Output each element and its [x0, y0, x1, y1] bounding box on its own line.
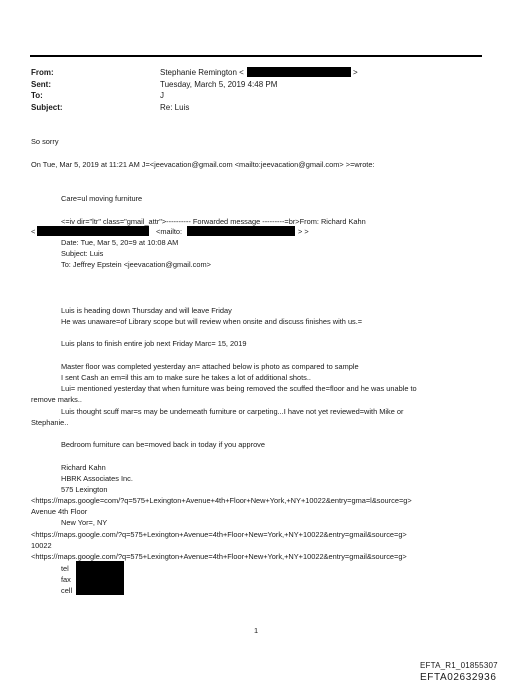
sig-addr1: 575 Lexington — [61, 485, 108, 494]
quote-intro: On Tue, Mar 5, 2019 at 11:21 AM J=<jeevacation@gmail.com <mailto:jeevacation@gmail.com> >=wrote: — [31, 160, 375, 169]
sig-city: New Yor=, NY — [61, 518, 108, 527]
from-value: Stephanie Remington < — [160, 68, 244, 77]
fax-label: fax — [61, 575, 71, 584]
to-value: J — [160, 91, 164, 100]
sig-zip: 10022 — [31, 541, 52, 550]
sent-label: Sent: — [31, 80, 51, 89]
map-link-2[interactable]: <https://maps.google.com/?q=575+Lexington+Avenue=4th+Floor+New=York,+NY+10022&entry=gmail&source=g> — [31, 530, 407, 539]
from-close: > — [353, 68, 358, 77]
sig-name: Richard Kahn — [61, 463, 106, 472]
para-4: Master floor was completed yesterday an= attached below is photo as compared to sample — [61, 362, 359, 371]
para-7a: Luis thought scuff mar=s may be underneath furniture or carpeting...I have not yet reviewed=with Mike or — [61, 407, 404, 416]
mailto-text: <mailto: — [156, 227, 183, 236]
to-label: To: — [31, 91, 43, 100]
redaction-box — [247, 67, 351, 77]
para-8: Bedroom furniture can be=moved back in today if you approve — [61, 440, 265, 449]
cell-label: cell — [61, 586, 73, 595]
close-text: > > — [298, 227, 309, 236]
sig-addr2: Avenue 4th Floor — [31, 507, 88, 516]
map-link-3[interactable]: <https://maps.google.com/?q=575+Lexington+Avenue=4th+Floor+New+York,+NY+10022&entry=gmail&source=g> — [31, 552, 407, 561]
map-link-1[interactable]: <https://maps.google=com/?q=575+Lexington+Avenue+4th+Floor+New+York,+NY+10022&entry=gma=l&source=g> — [31, 496, 412, 505]
redaction-box — [187, 226, 295, 236]
from-label: From: — [31, 68, 54, 77]
body-sorry: So sorry — [31, 137, 59, 146]
para-5: I sent Cash an em=il this am to make sure he takes a lot of additional shots.. — [61, 373, 311, 382]
careful-line: Care=ul moving furniture — [61, 194, 143, 203]
subject-value: Re: Luis — [160, 103, 190, 112]
bates-number-2: EFTA02632936 — [420, 672, 497, 683]
subject-line: Subject: Luis — [61, 249, 104, 258]
sent-value: Tuesday, March 5, 2019 4:48 PM — [160, 80, 278, 89]
header-rule — [30, 55, 482, 57]
bates-number-1: EFTA_R1_01855307 — [420, 661, 498, 670]
redaction-box — [37, 226, 149, 236]
para-3: Luis plans to finish entire job next Friday Marc= 15, 2019 — [61, 339, 247, 348]
redaction-box — [76, 583, 124, 595]
sig-company: HBRK Associates Inc. — [61, 474, 133, 483]
para-1: Luis is heading down Thursday and will leave Friday — [61, 306, 232, 315]
para-6b: remove marks.. — [31, 395, 82, 404]
lt-char: < — [31, 227, 36, 236]
page-number: 1 — [254, 626, 259, 635]
forward-line: <=iv dir="ltr" class="gmail_attr">---------- Forwarded message ---------=br>From: Richard Kahn — [61, 217, 366, 226]
tel-label: tel — [61, 564, 69, 573]
para-6a: Lui= mentioned yesterday that when furniture was being removed the scuffed the=floor and he was unable to — [61, 384, 417, 393]
para-7b: Stephanie.. — [31, 418, 69, 427]
to-line: To: Jeffrey Epstein <jeevacation@gmail.com> — [61, 260, 211, 269]
date-line: Date: Tue, Mar 5, 20=9 at 10:08 AM — [61, 238, 179, 247]
para-2: He was unaware=of Library scope but will review when onsite and discuss finishes with us.= — [61, 317, 363, 326]
subject-label: Subject: — [31, 103, 63, 112]
